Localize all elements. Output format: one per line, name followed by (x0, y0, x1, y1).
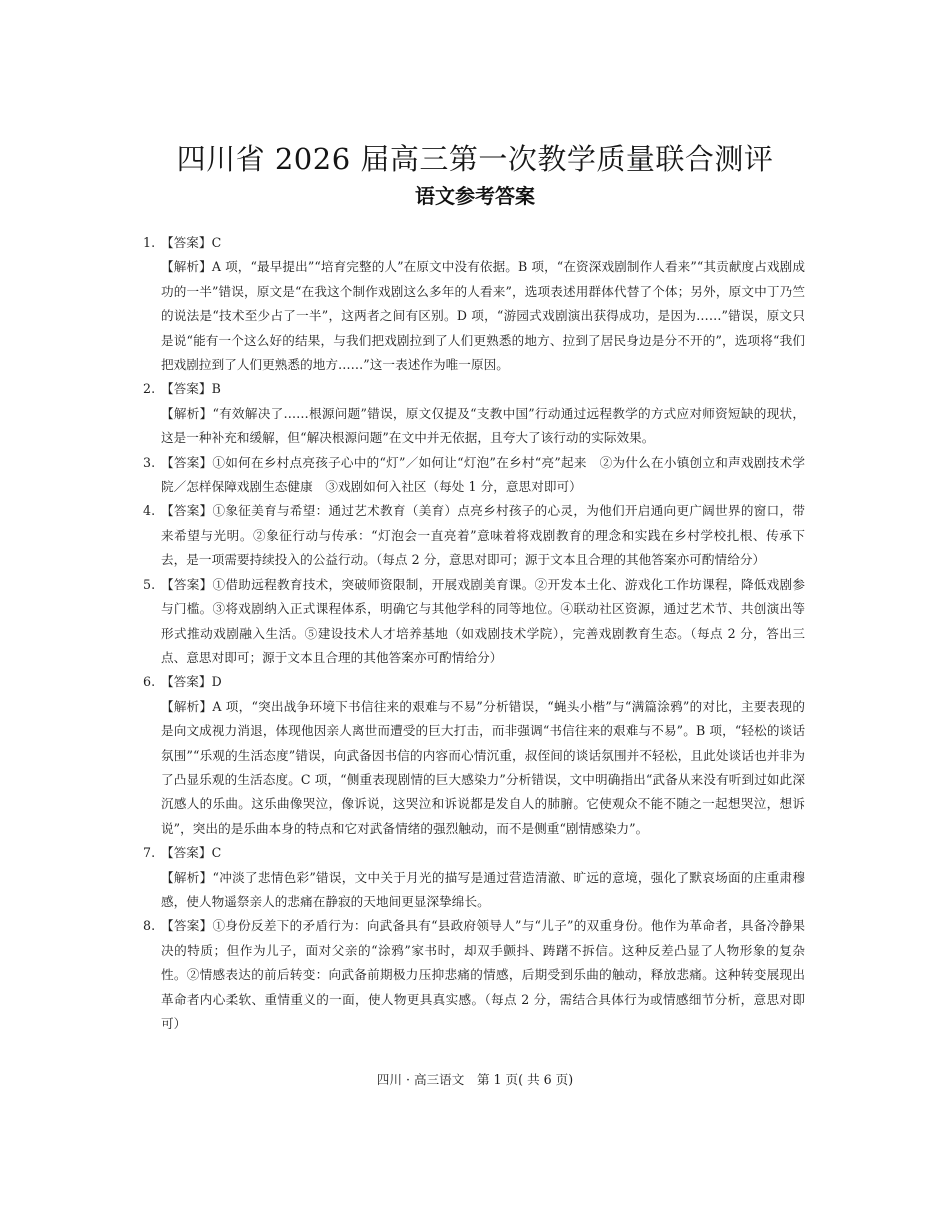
item-analysis: 【解析】“冲淡了悲情色彩”错误，文中关于月光的描写是通过营造清澈、旷远的意境，强化了默哀场面的庄重肃穆感，使人物遥祭亲人的悲痛在静寂的天地间更显深挚绵长。 (161, 869, 805, 909)
answer-list (143, 231, 805, 1036)
item-number: 5. (143, 576, 156, 592)
item-answer: 【答案】①如何在乡村点亮孩子心中的“灯”／如何让“灯泡”在乡村“亮”起来 ②为什么在小镇创立和声戏剧技术学院／怎样保障戏剧生态健康 ③戏剧如何入社区（每处 1 分，意思对即可） (161, 454, 805, 495)
item-answer: 【答案】①身份反差下的矛盾行为：向武备具有“县政府领导人”与“儿子”的双重身份。他作为革命者，具备冷静果决的特质；但作为儿子，面对父亲的“涂鸦”家书时，却双手颤抖、踌躇不拆信。这种反差凸显了人物形象的复杂性。②情感表达的前后转变：向武备前期极力压抑悲痛的情感，后期受到乐曲的触动，释放悲痛。这种转变展现出革命者内心柔软、重情重义的一面，使人物更具真实感。（每点 2 分，需结合具体行为或情感细节分析，意思对即可） (161, 918, 805, 1031)
answer-item-6 (143, 670, 805, 841)
item-number: 7. (143, 845, 156, 861)
item-answer: 【答案】B (161, 381, 221, 397)
item-analysis: 【解析】“有效解决了……根源问题”错误，原文仅提及“支教中国”行动通过远程教学的方式应对师资短缺的现状，这是一种补充和缓解，但“解决根源问题”在文中并无依据，且夸大了该行动的实际效果。 (161, 405, 805, 446)
item-analysis: 【解析】A 项，“突出战争环境下书信往来的艰难与不易”分析错误，“蝇头小楷”与“满篇涂鸦”的对比，主要表现的是向文成视力消退，体现他因亲人离世而遭受的巨大打击，而非强调“书信往来的艰难与不易”。B 项，“轻松的谈话氛围”“乐观的生活态度”错误，向武备因书信的内容而心情沉重，叔侄间的谈话氛围并不轻松，且此处谈话也并非为了凸显乐观的生活态度。C 项，“侧重表现剧情的巨大感染力”分析错误，文中明确指出“武备从来没有听到过如此深沉感人的乐曲。这乐曲像哭泣，像诉说，这哭泣和诉说都是发自人的肺腑。它使观众不能不随之一起想哭泣，想诉说”，突出的是乐曲本身的特点和它对武备情绪的强烈触动，而不是侧重“剧情感染力”。 (161, 698, 805, 836)
answer-item-2 (143, 377, 805, 450)
answer-item-7 (143, 841, 805, 914)
answer-item-4 (143, 499, 805, 572)
answer-item-3 (143, 451, 805, 500)
page-footer: 四川 · 高三语文 第 1 页( 共 6 页) (376, 1072, 574, 1087)
item-number: 3. (143, 454, 156, 470)
answer-item-8 (143, 914, 805, 1036)
item-analysis: 【解析】A 项，“最早提出”“培育完整的人”在原文中没有依据。B 项，“在资深戏剧制作人看来”“其贡献度占戏剧成功的一半”错误，原文是“在我这个制作戏剧这么多年的人看来”，选项表述用群体代替了个体；另外，原文中丁乃竺的说法是“技术至少占了一半”，这两者之间有区别。D 项，“游园式戏剧演出获得成功，是因为……”错误，原文只是说“能有一个这么好的结果，与我们把戏剧拉到了人们更熟悉的地方、拉到了居民身边是分不开的”，选项将“我们把戏剧拉到了人们更熟悉的地方……”这一表述作为唯一原因。 (161, 259, 805, 373)
item-answer: 【答案】C (161, 845, 222, 861)
item-answer: 【答案】C (161, 235, 222, 250)
item-number: 8. (143, 918, 156, 934)
item-number: 2. (143, 381, 156, 397)
answer-item-1 (143, 231, 805, 377)
item-answer: 【答案】①象征美育与希望：通过艺术教育（美育）点亮乡村孩子的心灵，为他们开启通向更广阔世界的窗口，带来希望与光明。②象征行动与传承：“灯泡会一直亮着”意味着将戏剧教育的理念和实践在乡村学校扎根、传承下去，是一项需要持续投入的公益行动。（每点 2 分，意思对即可；源于文本且合理的其他答案亦可酌情给分） (161, 503, 805, 568)
item-number: 1. (143, 235, 156, 250)
document-subtitle: 语文参考答案 (415, 184, 535, 208)
item-number: 4. (143, 503, 156, 519)
item-number: 6. (143, 674, 156, 690)
answer-item-5 (143, 573, 805, 671)
item-answer: 【答案】D (161, 674, 222, 690)
document-title: 四川省 2026 届高三第一次教学质量联合测评 (176, 142, 774, 176)
item-answer: 【答案】①借助远程教育技术，突破师资限制，开展戏剧美育课。②开发本土化、游戏化工作坊课程，降低戏剧参与门槛。③将戏剧纳入正式课程体系，明确它与其他学科的同等地位。④联动社区资源，通过艺术节、共创演出等形式推动戏剧融入生活。⑤建设技术人才培养基地（如戏剧技术学院），完善戏剧教育生态。（每点 2 分，答出三点、意思对即可；源于文本且合理的其他答案亦可酌情给分） (161, 576, 805, 665)
